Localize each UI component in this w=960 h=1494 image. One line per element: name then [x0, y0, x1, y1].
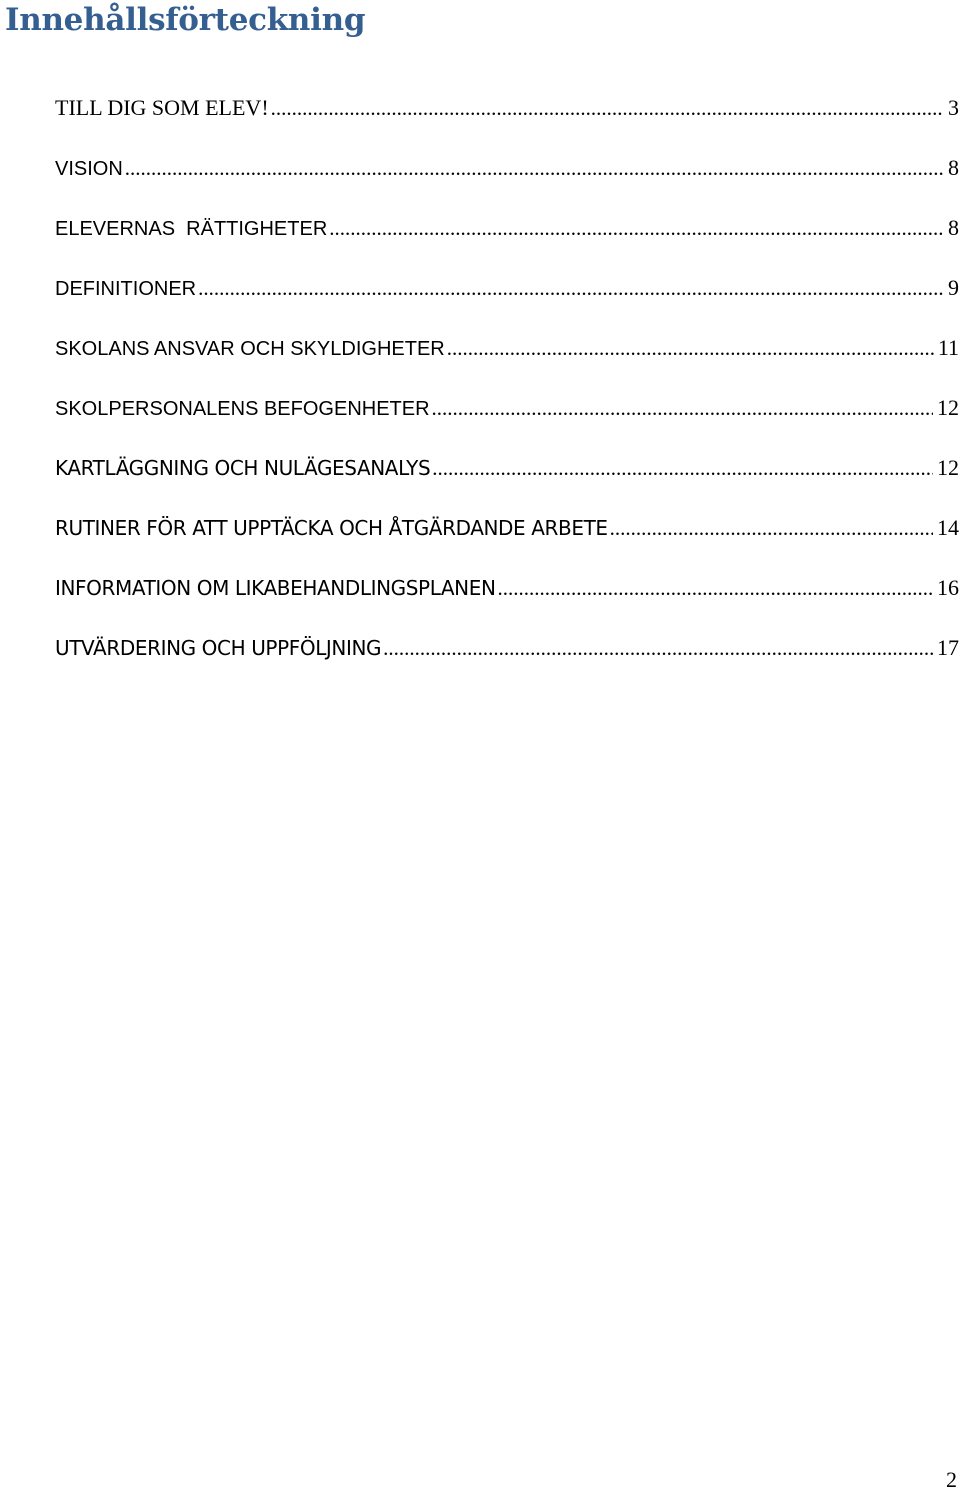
page-number: 2 [946, 1467, 957, 1492]
toc-entry-page: 3 [948, 95, 959, 120]
toc-dot-leader [432, 388, 933, 428]
toc-entry[interactable] [55, 148, 959, 208]
toc-entry-label: VISION [55, 158, 123, 180]
page-title: Innehållsförteckning [5, 2, 366, 38]
toc-entry[interactable] [55, 388, 959, 448]
toc-entry-page: 14 [937, 515, 959, 540]
toc-entry-label: RUTINER FÖR ATT UPPTÄCKA OCH ÅTGÄRDANDE ARBETE [55, 516, 608, 540]
toc-dot-leader [432, 448, 933, 488]
table-of-contents [55, 88, 959, 688]
toc-entry[interactable] [55, 568, 959, 628]
toc-entry-page: 12 [937, 395, 959, 420]
toc-entry-page: 8 [948, 215, 959, 240]
toc-dot-leader [271, 88, 944, 128]
toc-entry[interactable] [55, 88, 959, 148]
toc-entry-label: UTVÄRDERING OCH UPPFÖLJNING [55, 636, 382, 660]
toc-entry-label: DEFINITIONER [55, 278, 197, 300]
toc-entry-label: SKOLPERSONALENS BEFOGENHETER [55, 398, 430, 420]
toc-entry[interactable] [55, 268, 959, 328]
toc-entry-page: 9 [948, 275, 959, 300]
toc-entry[interactable] [55, 508, 959, 568]
toc-entry-label: KARTLÄGGNING OCH NULÄGESANALYS [55, 456, 431, 480]
toc-entry-page: 11 [937, 335, 959, 360]
toc-dot-leader [383, 628, 933, 668]
toc-entry[interactable] [55, 448, 959, 508]
toc-entry-page: 17 [937, 635, 959, 660]
toc-entry-label: INFORMATION OM LIKABEHANDLINGSPLANEN [55, 576, 496, 600]
toc-entry-label: TILL DIG SOM ELEV! [55, 95, 269, 120]
toc-entry[interactable] [55, 328, 959, 388]
toc-entry-label: SKOLANS ANSVAR OCH SKYLDIGHETER [55, 338, 445, 360]
toc-entry-page: 12 [937, 455, 959, 480]
toc-dot-leader [329, 208, 944, 248]
toc-entry-page: 16 [937, 575, 959, 600]
toc-entry[interactable] [55, 208, 959, 268]
toc-dot-leader [610, 508, 933, 548]
toc-entry[interactable] [55, 628, 959, 688]
toc-entry-label: ELEVERNAS RÄTTIGHETER [55, 218, 328, 240]
toc-dot-leader [125, 148, 944, 188]
toc-dot-leader [447, 328, 934, 368]
toc-dot-leader [498, 568, 933, 608]
toc-entry-page: 8 [948, 155, 959, 180]
toc-dot-leader [198, 268, 944, 308]
